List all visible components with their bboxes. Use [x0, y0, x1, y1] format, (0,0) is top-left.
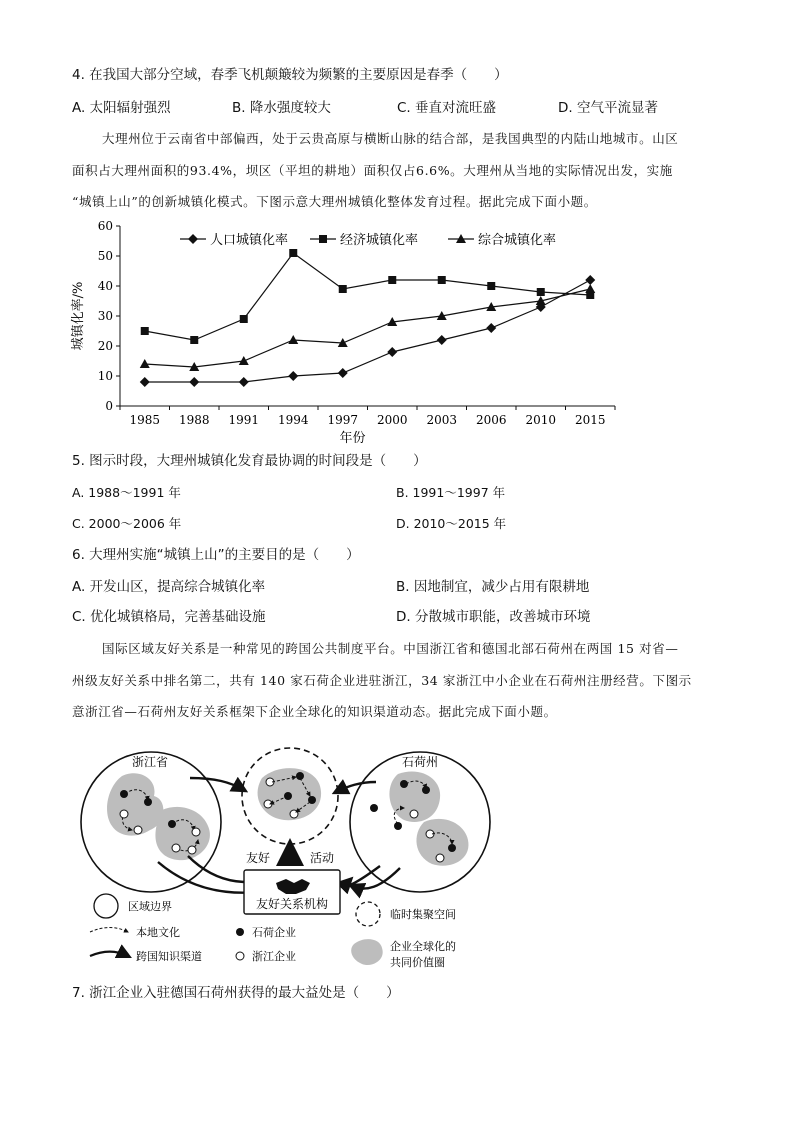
series-1-point — [239, 377, 249, 387]
legend-value-2: 共同价值圈 — [390, 956, 445, 969]
legend-cross-channel-symbol — [90, 952, 128, 957]
q5-option-b: B. 1991～1997 年 — [396, 485, 506, 500]
passage2-line2: 州级友好关系中排名第二，共有 140 家石荷企业进驻浙江，34 家浙江中小企业在石荷州注册经营。下图示 — [72, 673, 692, 688]
legend-temp-symbol — [356, 902, 380, 926]
q4-option-b: B. 降水强度较大 — [232, 100, 331, 116]
legend-cross-channel: 跨国知识渠道 — [136, 950, 202, 963]
series-1-point — [486, 323, 496, 333]
legend-marker-2 — [319, 235, 327, 243]
legend-local-culture: 本地文化 — [136, 926, 180, 939]
q6-stem: 6. 大理州实施“城镇上山”的主要目的是（ ） — [72, 547, 360, 563]
x-tick-label: 1991 — [228, 413, 260, 427]
q4-option-d: D. 空气平流显著 — [558, 100, 658, 116]
series-line-3 — [145, 289, 591, 367]
temporary-cluster-space — [242, 748, 338, 844]
zhejiang-value-blob-2 — [155, 807, 209, 860]
youhao-label: 友好 — [245, 851, 270, 865]
q7-stem: 7. 浙江企业入驻德国石荷州获得的最大益处是（ ） — [72, 985, 400, 1001]
zhejiang-label: 浙江省 — [131, 755, 169, 769]
y-tick-label: 0 — [105, 399, 113, 413]
channel-sh-to-cluster — [336, 782, 376, 792]
x-tick-label: 1985 — [129, 413, 161, 427]
channel-sh-to-org-2 — [352, 868, 400, 889]
series-2-point — [339, 285, 347, 293]
legend-zj-symbol — [236, 952, 244, 960]
x-tick-label: 2006 — [475, 413, 507, 427]
x-tick-label: 1997 — [327, 413, 359, 427]
x-axis-label: 年份 — [339, 431, 366, 446]
legend-temp-space: 临时集聚空间 — [390, 908, 456, 921]
series-2-point — [240, 315, 248, 323]
legend-marker-1 — [188, 234, 198, 244]
passage1-line1: 大理州位于云南省中部偏西，处于云贵高原与横断山脉的结合部，是我国典型的内陆山地城市。山区 — [102, 131, 679, 146]
legend-sh-enterprise: 石荷企业 — [252, 926, 296, 939]
x-tick-label: 1994 — [277, 413, 309, 427]
y-axis-label: 城镇化率/% — [71, 281, 86, 351]
legend-value-symbol — [351, 939, 383, 965]
shihe-label: 石荷州 — [401, 755, 439, 769]
y-tick-label: 20 — [97, 339, 113, 353]
series-1-point — [140, 377, 150, 387]
series-2-point — [388, 276, 396, 284]
series-2-point — [438, 276, 446, 284]
q5-option-a: A. 1988～1991 年 — [72, 485, 181, 500]
series-1-point — [585, 275, 595, 285]
channel-zj-to-cluster — [190, 778, 244, 790]
q6-option-a: A. 开发山区，提高综合城镇化率 — [72, 579, 266, 595]
y-tick-label: 60 — [97, 219, 113, 233]
passage1-line3: “城镇上山”的创新城镇化模式。下图示意大理州城镇化整体发育过程。据此完成下面小题。 — [72, 194, 597, 209]
zhejiang-value-blob-1 — [107, 773, 163, 835]
zhejiang-region — [81, 752, 221, 892]
passage2-line3: 意浙江省—石荷州友好关系框架下企业全球化的知识渠道动态。据此完成下面小题。 — [72, 704, 557, 719]
series-3-point — [288, 335, 298, 344]
passage1-line2: 面积占大理州面积的93.4%，坝区（平坦的耕地）面积仅占6.6%。大理州从当地的实际情况出发，实施 — [72, 163, 673, 178]
legend-boundary-symbol — [94, 894, 118, 918]
legend-sh-symbol — [236, 928, 244, 936]
q6-option-c: C. 优化城镇格局，完善基础设施 — [72, 609, 266, 625]
q6-option-d: D. 分散城市职能，改善城市环境 — [396, 609, 591, 625]
x-tick-label: 2015 — [574, 413, 606, 427]
knowledge-channel-diagram — [80, 738, 500, 978]
q6-option-b: B. 因地制宜，减少占用有限耕地 — [396, 579, 590, 595]
legend-zj-enterprise: 浙江企业 — [252, 950, 296, 963]
legend-label-3: 综合城镇化率 — [478, 233, 557, 248]
y-tick-label: 50 — [97, 249, 113, 263]
series-1-point — [437, 335, 447, 345]
org-box-label: 友好关系机构 — [255, 897, 329, 911]
legend-boundary: 区域边界 — [128, 900, 172, 913]
series-2-point — [289, 249, 297, 257]
legend-local-culture-symbol — [90, 928, 128, 933]
series-1-point — [338, 368, 348, 378]
x-tick-label: 2010 — [525, 413, 557, 427]
y-tick-label: 40 — [97, 279, 113, 293]
series-3-point — [239, 356, 249, 365]
x-tick-label: 2000 — [376, 413, 408, 427]
q5-option-c: C. 2000～2006 年 — [72, 516, 182, 531]
y-tick-label: 30 — [97, 309, 113, 323]
series-line-1 — [145, 280, 591, 382]
series-2-point — [537, 288, 545, 296]
huodong-label: 活动 — [310, 851, 335, 865]
series-1-point — [288, 371, 298, 381]
series-line-2 — [145, 253, 591, 340]
series-2-point — [190, 336, 198, 344]
legend-label-2: 经济城镇化率 — [340, 233, 419, 248]
series-1-point — [189, 377, 199, 387]
q5-stem: 5. 图示时段，大理州城镇化发育最协调的时间段是（ ） — [72, 453, 427, 469]
y-tick-label: 10 — [97, 369, 113, 383]
legend-value-1: 企业全球化的 — [390, 940, 456, 953]
passage2-line1: 国际区域友好关系是一种常见的跨国公共制度平台。中国浙江省和德国北部石荷州在两国 15 对省— — [102, 641, 679, 656]
series-3-point — [140, 359, 150, 368]
x-tick-label: 2003 — [426, 413, 458, 427]
q5-option-d: D. 2010～2015 年 — [396, 516, 507, 531]
series-3-point — [585, 284, 595, 293]
series-2-point — [141, 327, 149, 335]
x-tick-label: 1988 — [178, 413, 210, 427]
series-2-point — [487, 282, 495, 290]
q4-option-a: A. 太阳辐射强烈 — [72, 100, 171, 116]
q4-stem: 4. 在我国大部分空域，春季飞机颠簸较为频繁的主要原因是春季（ ） — [72, 67, 508, 83]
series-1-point — [387, 347, 397, 357]
urbanization-line-chart — [60, 218, 640, 450]
q4-option-c: C. 垂直对流旺盛 — [397, 100, 497, 116]
legend-label-1: 人口城镇化率 — [210, 233, 289, 248]
